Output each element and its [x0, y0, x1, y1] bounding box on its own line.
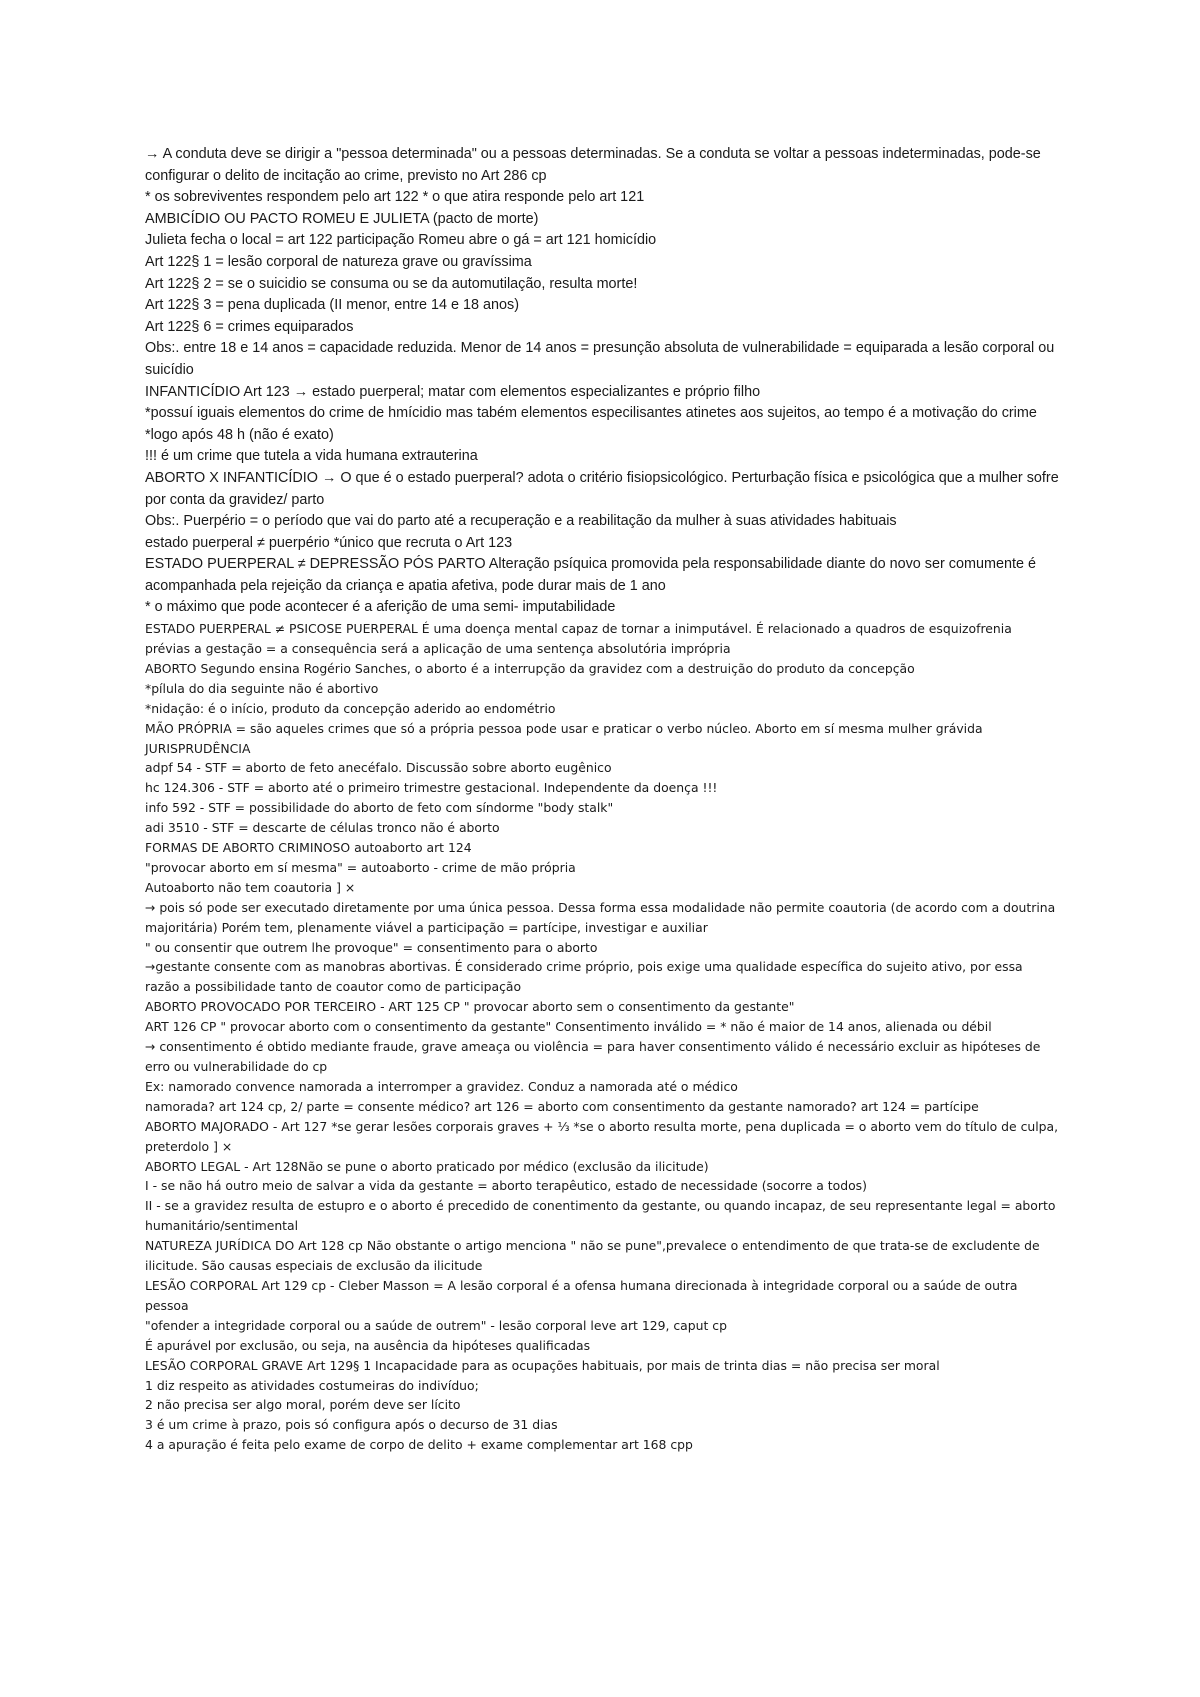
heading-psicose-puerperal: ESTADO PUERPERAL ≠ PSICOSE PUERPERAL É uma doença mental capaz de tornar a inimputável. É relacionado a quadros de esquizofrenia prévias a gestação = a consequência será a aplicação de uma sentença absolutória imprópria: [145, 621, 1012, 656]
text-line: *logo após 48 h (não é exato): [145, 426, 334, 443]
text-line: " ou consentir que outrem lhe provoque" = consentimento para o aborto: [145, 939, 598, 955]
heading-aborto-majorado: ABORTO MAJORADO - Art 127 *se gerar lesões corporais graves + ⅓ *se o aborto resulta morte, pena duplicada = o aborto vem do título de culpa, preterdolo ] ×: [145, 1118, 1059, 1154]
heading-lesao-corporal-grave: LESÃO CORPORAL GRAVE Art 129§ 1 Incapacidade para as ocupações habituais, por mais de trinta dias = não precisa ser moral: [145, 1357, 940, 1373]
text-line: Art 122§ 3 = pena duplicada (II menor, entre 14 e 18 anos): [145, 297, 520, 314]
text-line: hc 124.306 - STF = aborto até o primeiro trimestre gestacional. Independente da doença !!!: [145, 780, 718, 796]
text-line: → pois só pode ser executado diretamente por uma única pessoa. Dessa forma essa modalidade não permite coautoria (de acordo com a doutrina majoritária) Porém tem, plenamente viável a participação = partícipe, investigar e auxiliar: [145, 899, 1056, 935]
text-line: Art 122§ 6 = crimes equiparados: [145, 318, 354, 335]
heading-pacto-romeu-julieta: AMBICÍDIO OU PACTO ROMEU E JULIETA (pacto de morte): [145, 210, 539, 227]
text-line: →gestante consente com as manobras abortivas. É considerado crime próprio, pois exige uma qualidade específica do sujeito ativo, por essa razão a possibilidade tanto de coautor como de participação: [145, 959, 1023, 995]
text-line: 2 não precisa ser algo moral, porém deve ser lícito: [145, 1397, 461, 1413]
text-line: Obs:. Puerpério = o período que vai do parto até a recuperação e a reabilitação da mulher à suas atividades habituais: [145, 513, 897, 530]
text-line: "ofender a integridade corporal ou a saúde de outrem" - lesão corporal leve art 129, caput cp: [145, 1317, 727, 1333]
text-line: Art 122§ 1 = lesão corporal de natureza grave ou gravíssima: [145, 253, 532, 270]
heading-lesao-corporal: LESÃO CORPORAL Art 129 cp - Cleber Masson = A lesão corporal é a ofensa humana direcionada à integridade corporal ou a saúde de outra pessoa: [145, 1277, 1018, 1313]
text-line: Ex: namorado convence namorada a interromper a gravidez. Conduz a namorada até o médico: [145, 1078, 738, 1094]
text-line: "provocar aborto em sí mesma" = autoaborto - crime de mão própria: [145, 859, 576, 875]
text-line: ART 126 CP " provocar aborto com o consentimento da gestante" Consentimento inválido = * não é maior de 14 anos, alienada ou débil: [145, 1019, 992, 1035]
heading-natureza-juridica: NATUREZA JURÍDICA DO Art 128 cp Não obstante o artigo menciona " não se pune",prevalece o entendimento de que trata-se de excludente de ilicitude. São causas especiais de exclusão da ilicitude: [145, 1238, 1040, 1274]
document-body: [145, 144, 1060, 1455]
text-line: Julieta fecha o local = art 122 participação Romeu abre o gá = art 121 homicídio: [145, 232, 657, 249]
text-line: adpf 54 - STF = aborto de feto anecéfalo. Discussão sobre aborto eugênico: [145, 760, 612, 776]
heading-aborto-x-infanticidio: ABORTO X INFANTICÍDIO → O que é o estado puerperal? adota o critério fisiopsicológico. Perturbação física e psicológica que a mulher sofre por conta da gravidez/ parto: [145, 469, 1059, 508]
heading-mao-propria: MÃO PRÓPRIA = são aqueles crimes que só a própria pessoa pode usar e praticar o verbo núcleo. Aborto em sí mesma mulher grávida: [145, 720, 983, 736]
text-line: *possuí iguais elementos do crime de hmícidio mas tabém elementos especilisantes atinetes aos sujeitos, ao tempo é a motivação do crime: [145, 405, 1037, 422]
heading-formas-aborto-criminoso: FORMAS DE ABORTO CRIMINOSO autoaborto art 124: [145, 840, 472, 856]
notes-section-aborto-lesao: [145, 619, 1060, 1455]
text-line: → A conduta deve se dirigir a "pessoa determinada" ou a pessoas determinadas. Se a conduta se voltar a pessoas indeterminadas, pode-se configurar o delito de incitação ao crime, previsto no Art 286 cp: [145, 146, 1041, 184]
text-line: I - se não há outro meio de salvar a vida da gestante = aborto terapêutico, estado de necessidade (socorre a todos): [145, 1178, 867, 1194]
text-line: namorada? art 124 cp, 2/ parte = consente médico? art 126 = aborto com consentimento da gestante namorado? art 124 = partícipe: [145, 1098, 979, 1114]
text-line: *pílula do dia seguinte não é abortivo: [145, 680, 379, 696]
text-line: → consentimento é obtido mediante fraude, grave ameaça ou violência = para haver consentimento válido é necessário excluir as hipóteses de erro ou vulnerabilidade do cp: [145, 1039, 1041, 1074]
heading-depressao-pos-parto: ESTADO PUERPERAL ≠ DEPRESSÃO PÓS PARTO Alteração psíquica promovida pela responsabilidade diante do novo ser comumente é acompanhada pela rejeição da criança e apatia afetiva, pode durar mais de 1 ano: [145, 556, 1036, 594]
text-line: adi 3510 - STF = descarte de células tronco não é aborto: [145, 820, 500, 836]
notes-section-homicide-infanticide: [145, 144, 1060, 619]
text-line: * o máximo que pode acontecer é a aferição de uma semi- imputabilidade: [145, 599, 616, 616]
heading-aborto: ABORTO Segundo ensina Rogério Sanches, o aborto é a interrupção da gravidez com a destruição do produto da concepção: [145, 660, 915, 676]
text-line: 4 a apuração é feita pelo exame de corpo de delito + exame complementar art 168 cpp: [145, 1437, 693, 1453]
text-line: info 592 - STF = possibilidade do aborto de feto com síndorme "body stalk": [145, 800, 614, 816]
heading-infanticidio: INFANTICÍDIO Art 123 → estado puerperal; matar com elementos especializantes e próprio filho: [145, 383, 761, 400]
text-line: Art 122§ 2 = se o suicidio se consuma ou se da automutilação, resulta morte!: [145, 275, 638, 292]
text-line: *nidação: é o início, produto da concepção aderido ao endométrio: [145, 700, 556, 716]
text-line: Obs:. entre 18 e 14 anos = capacidade reduzida. Menor de 14 anos = presunção absoluta de vulnerabilidade = equiparada a lesão corporal ou suicídio: [145, 340, 1055, 378]
text-line: estado puerperal ≠ puerpério *único que recruta o Art 123: [145, 534, 513, 551]
text-line: É apurável por exclusão, ou seja, na ausência da hipóteses qualificadas: [145, 1337, 591, 1353]
text-line: 1 diz respeito as atividades costumeiras do indivíduo;: [145, 1377, 479, 1393]
text-line: II - se a gravidez resulta de estupro e o aborto é precedido de conentimento da gestante, ou quando incapaz, de seu representante legal = aborto humanitário/sentimental: [145, 1198, 1056, 1234]
text-line: Autoaborto não tem coautoria ] ×: [145, 879, 356, 895]
heading-aborto-terceiro: ABORTO PROVOCADO POR TERCEIRO - ART 125 CP " provocar aborto sem o consentimento da gestante": [145, 999, 795, 1015]
heading-aborto-legal: ABORTO LEGAL - Art 128Não se pune o aborto praticado por médico (exclusão da ilicitude): [145, 1158, 709, 1174]
text-line: 3 é um crime à prazo, pois só configura após o decurso de 31 dias: [145, 1417, 558, 1433]
text-line: !!! é um crime que tutela a vida humana extrauterina: [145, 448, 478, 465]
heading-jurisprudencia: JURISPRUDÊNCIA: [145, 740, 251, 756]
text-line: * os sobreviventes respondem pelo art 122 * o que atira responde pelo art 121: [145, 189, 645, 206]
